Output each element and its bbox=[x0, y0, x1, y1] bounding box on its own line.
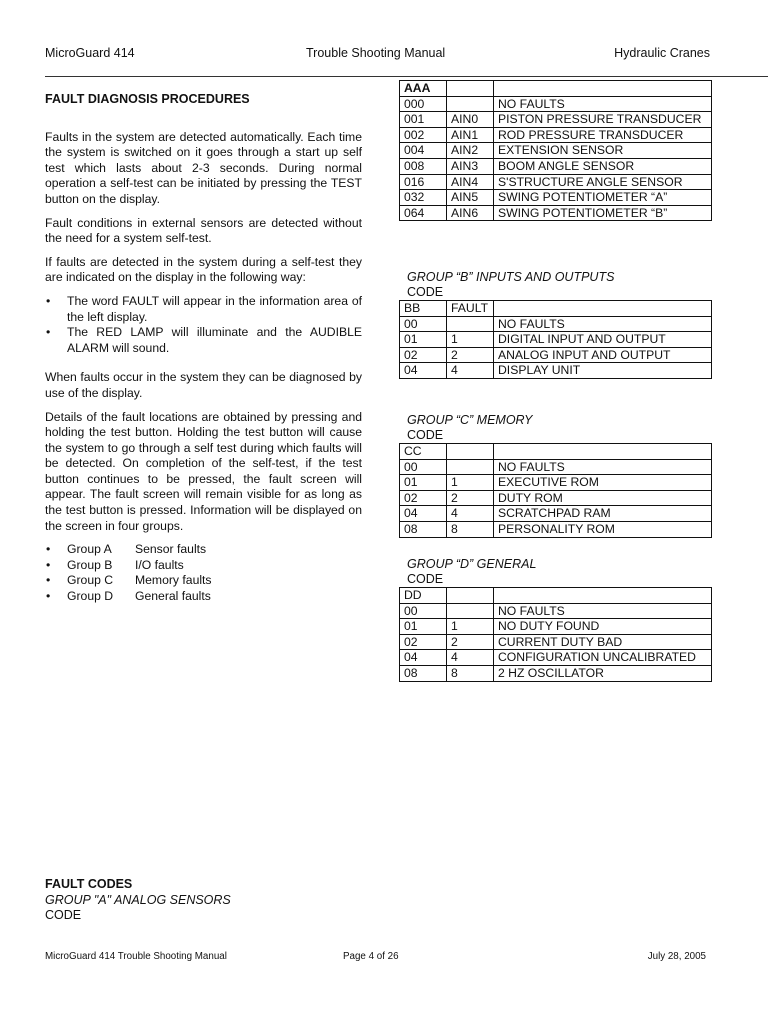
description-cell bbox=[494, 81, 712, 97]
description-cell bbox=[494, 588, 712, 604]
group-name: Group B bbox=[67, 557, 113, 572]
description-cell: 2 HZ OSCILLATOR bbox=[494, 665, 712, 681]
code-cell: 01 bbox=[400, 475, 447, 491]
group-c-section bbox=[399, 413, 712, 538]
table-row bbox=[400, 506, 712, 522]
input-cell: 4 bbox=[447, 506, 494, 522]
description-cell: EXTENSION SENSOR bbox=[494, 143, 712, 159]
description-cell: SWING POTENTIOMETER “A” bbox=[494, 190, 712, 206]
table-row bbox=[400, 459, 712, 475]
description-cell: SCRATCHPAD RAM bbox=[494, 506, 712, 522]
group-d-title: GROUP “D” GENERAL bbox=[407, 557, 537, 571]
description-cell: NO FAULTS bbox=[494, 459, 712, 475]
header-divider bbox=[45, 76, 768, 77]
input-cell: 1 bbox=[447, 619, 494, 635]
code-cell: 00 bbox=[400, 603, 447, 619]
description-cell: ROD PRESSURE TRANSDUCER bbox=[494, 127, 712, 143]
group-a-code-label: CODE bbox=[45, 908, 82, 923]
table-row bbox=[400, 619, 712, 635]
code-cell: 032 bbox=[400, 190, 447, 206]
input-cell: 4 bbox=[447, 363, 494, 379]
input-cell: AIN5 bbox=[447, 190, 494, 206]
code-cell: 064 bbox=[400, 205, 447, 221]
group-d-code-label: CODE bbox=[407, 572, 444, 586]
table-row bbox=[400, 143, 712, 159]
group-desc: Sensor faults bbox=[135, 542, 207, 557]
list-item bbox=[45, 558, 362, 574]
list-item bbox=[45, 589, 362, 605]
table-row bbox=[400, 363, 712, 379]
group-desc: Memory faults bbox=[135, 573, 212, 588]
group-a-section bbox=[399, 80, 712, 221]
description-cell: PISTON PRESSURE TRANSDUCER bbox=[494, 112, 712, 128]
group-b-title: GROUP “B” INPUTS AND OUTPUTS bbox=[407, 270, 615, 284]
table-row bbox=[400, 603, 712, 619]
description-cell: ANALOG INPUT AND OUTPUT bbox=[494, 347, 712, 363]
description-cell: S'STRUCTURE ANGLE SENSOR bbox=[494, 174, 712, 190]
table-row bbox=[400, 96, 712, 112]
group-c-table bbox=[399, 443, 712, 538]
group-name: Group A bbox=[67, 542, 112, 557]
input-cell: AIN3 bbox=[447, 158, 494, 174]
code-cell: 002 bbox=[400, 127, 447, 143]
table-row bbox=[400, 521, 712, 537]
code-cell: 04 bbox=[400, 363, 447, 379]
input-cell: 2 bbox=[447, 634, 494, 650]
description-cell: CONFIGURATION UNCALIBRATED bbox=[494, 650, 712, 666]
code-cell: 00 bbox=[400, 316, 447, 332]
code-cell: 00 bbox=[400, 459, 447, 475]
table-row bbox=[400, 205, 712, 221]
input-cell bbox=[447, 603, 494, 619]
table-row bbox=[400, 316, 712, 332]
description-cell: BOOM ANGLE SENSOR bbox=[494, 158, 712, 174]
group-desc: General faults bbox=[135, 589, 211, 604]
group-a-title: GROUP "A" ANALOG SENSORS bbox=[45, 892, 231, 907]
left-column bbox=[45, 92, 362, 605]
input-cell: AIN0 bbox=[447, 112, 494, 128]
description-cell: SWING POTENTIOMETER “B” bbox=[494, 205, 712, 221]
footer-manual: MicroGuard 414 Trouble Shooting Manual bbox=[45, 951, 227, 962]
input-cell bbox=[447, 444, 494, 460]
code-cell: 02 bbox=[400, 490, 447, 506]
input-cell: AIN6 bbox=[447, 205, 494, 221]
description-cell: DUTY ROM bbox=[494, 490, 712, 506]
paragraph-diagnosis: When faults occur in the system they can be diagnosed by use of the display. bbox=[45, 370, 362, 400]
code-cell: DD bbox=[400, 588, 447, 604]
footer-page-number: Page 4 of 26 bbox=[343, 951, 399, 962]
input-cell bbox=[447, 96, 494, 112]
code-cell: 01 bbox=[400, 332, 447, 348]
code-cell: 08 bbox=[400, 521, 447, 537]
table-header-row bbox=[400, 81, 712, 97]
list-item bbox=[45, 573, 362, 589]
table-header-row bbox=[400, 444, 712, 460]
code-cell: BB bbox=[400, 301, 447, 317]
paragraph-auto-detect: Faults in the system are detected automatically. Each time the system is switched on it goes through a start up self test which lasts about 2-3 seconds. During normal operation a self-test can be initiated by pressing the TEST button on the display. bbox=[45, 129, 362, 206]
description-cell: NO FAULTS bbox=[494, 603, 712, 619]
table-row bbox=[400, 490, 712, 506]
code-cell: 001 bbox=[400, 112, 447, 128]
code-cell: 008 bbox=[400, 158, 447, 174]
input-cell: 4 bbox=[447, 650, 494, 666]
table-header-row bbox=[400, 588, 712, 604]
fault-codes-title: FAULT CODES bbox=[45, 877, 133, 891]
group-list bbox=[45, 542, 362, 604]
code-cell: AAA bbox=[400, 81, 447, 97]
section-heading: FAULT DIAGNOSIS PROCEDURES bbox=[45, 92, 250, 106]
input-cell: FAULT bbox=[447, 301, 494, 317]
group-b-table bbox=[399, 300, 712, 379]
group-d-section bbox=[399, 557, 712, 682]
group-c-title: GROUP “C” MEMORY bbox=[407, 413, 533, 427]
group-name: Group C bbox=[67, 573, 114, 588]
code-cell: 04 bbox=[400, 650, 447, 666]
input-cell bbox=[447, 81, 494, 97]
group-d-table bbox=[399, 587, 712, 682]
table-row bbox=[400, 127, 712, 143]
code-cell: CC bbox=[400, 444, 447, 460]
group-a-table bbox=[399, 80, 712, 221]
input-cell bbox=[447, 459, 494, 475]
group-desc: I/O faults bbox=[135, 557, 184, 572]
table-row bbox=[400, 347, 712, 363]
code-cell: 04 bbox=[400, 506, 447, 522]
code-cell: 08 bbox=[400, 665, 447, 681]
table-row bbox=[400, 112, 712, 128]
input-cell: AIN4 bbox=[447, 174, 494, 190]
input-cell bbox=[447, 316, 494, 332]
description-cell: NO FAULTS bbox=[494, 316, 712, 332]
table-row bbox=[400, 665, 712, 681]
header-manual-title: Trouble Shooting Manual bbox=[306, 46, 446, 60]
table-row bbox=[400, 190, 712, 206]
table-row bbox=[400, 650, 712, 666]
description-cell: DISPLAY UNIT bbox=[494, 363, 712, 379]
code-cell: 004 bbox=[400, 143, 447, 159]
input-cell: 8 bbox=[447, 521, 494, 537]
description-cell bbox=[494, 301, 712, 317]
group-b-code-label: CODE bbox=[407, 285, 444, 299]
code-cell: 016 bbox=[400, 174, 447, 190]
paragraph-external-sensors: Fault conditions in external sensors are detected without the need for a system self-test. bbox=[45, 215, 362, 246]
table-header-row bbox=[400, 301, 712, 317]
paragraph-details: Details of the fault locations are obtained by pressing and holding the test button. Holding the test button will cause the system to go through a self test during which faults will be detected. On completion of the self-test, if the test button continues to be pressed, the fault screen will appear. The fault screen will remain visible for as long as the test button is pressed. Information will be displayed on the screen in four groups. bbox=[45, 409, 362, 533]
list-item bbox=[45, 542, 362, 558]
table-row bbox=[400, 634, 712, 650]
code-cell: 000 bbox=[400, 96, 447, 112]
code-cell: 02 bbox=[400, 634, 447, 650]
fault-codes-block bbox=[45, 877, 231, 924]
description-cell: NO FAULTS bbox=[494, 96, 712, 112]
description-cell: EXECUTIVE ROM bbox=[494, 475, 712, 491]
description-cell: DIGITAL INPUT AND OUTPUT bbox=[494, 332, 712, 348]
input-cell bbox=[447, 588, 494, 604]
input-cell: 1 bbox=[447, 475, 494, 491]
input-cell: AIN2 bbox=[447, 143, 494, 159]
table-row bbox=[400, 475, 712, 491]
input-cell: 2 bbox=[447, 490, 494, 506]
header-product: MicroGuard 414 bbox=[45, 46, 135, 60]
input-cell: 1 bbox=[447, 332, 494, 348]
table-row bbox=[400, 158, 712, 174]
description-cell bbox=[494, 444, 712, 460]
indication-list bbox=[45, 294, 362, 356]
group-name: Group D bbox=[67, 589, 114, 604]
table-row bbox=[400, 332, 712, 348]
paragraph-indication: If faults are detected in the system during a self-test they are indicated on the display in the following way: bbox=[45, 254, 362, 285]
group-c-code-label: CODE bbox=[407, 428, 444, 442]
footer-date: July 28, 2005 bbox=[647, 951, 706, 962]
description-cell: PERSONALITY ROM bbox=[494, 521, 712, 537]
code-cell: 01 bbox=[400, 619, 447, 635]
list-item: • The word FAULT will appear in the information area of the left display. bbox=[45, 294, 362, 325]
input-cell: 8 bbox=[447, 665, 494, 681]
table-row bbox=[400, 174, 712, 190]
input-cell: AIN1 bbox=[447, 127, 494, 143]
header-category: Hydraulic Cranes bbox=[614, 46, 710, 60]
description-cell: NO DUTY FOUND bbox=[494, 619, 712, 635]
code-cell: 02 bbox=[400, 347, 447, 363]
group-b-section bbox=[399, 270, 712, 379]
description-cell: CURRENT DUTY BAD bbox=[494, 634, 712, 650]
list-item: • The RED LAMP will illuminate and the AUDIBLE ALARM will sound. bbox=[45, 325, 362, 356]
input-cell: 2 bbox=[447, 347, 494, 363]
